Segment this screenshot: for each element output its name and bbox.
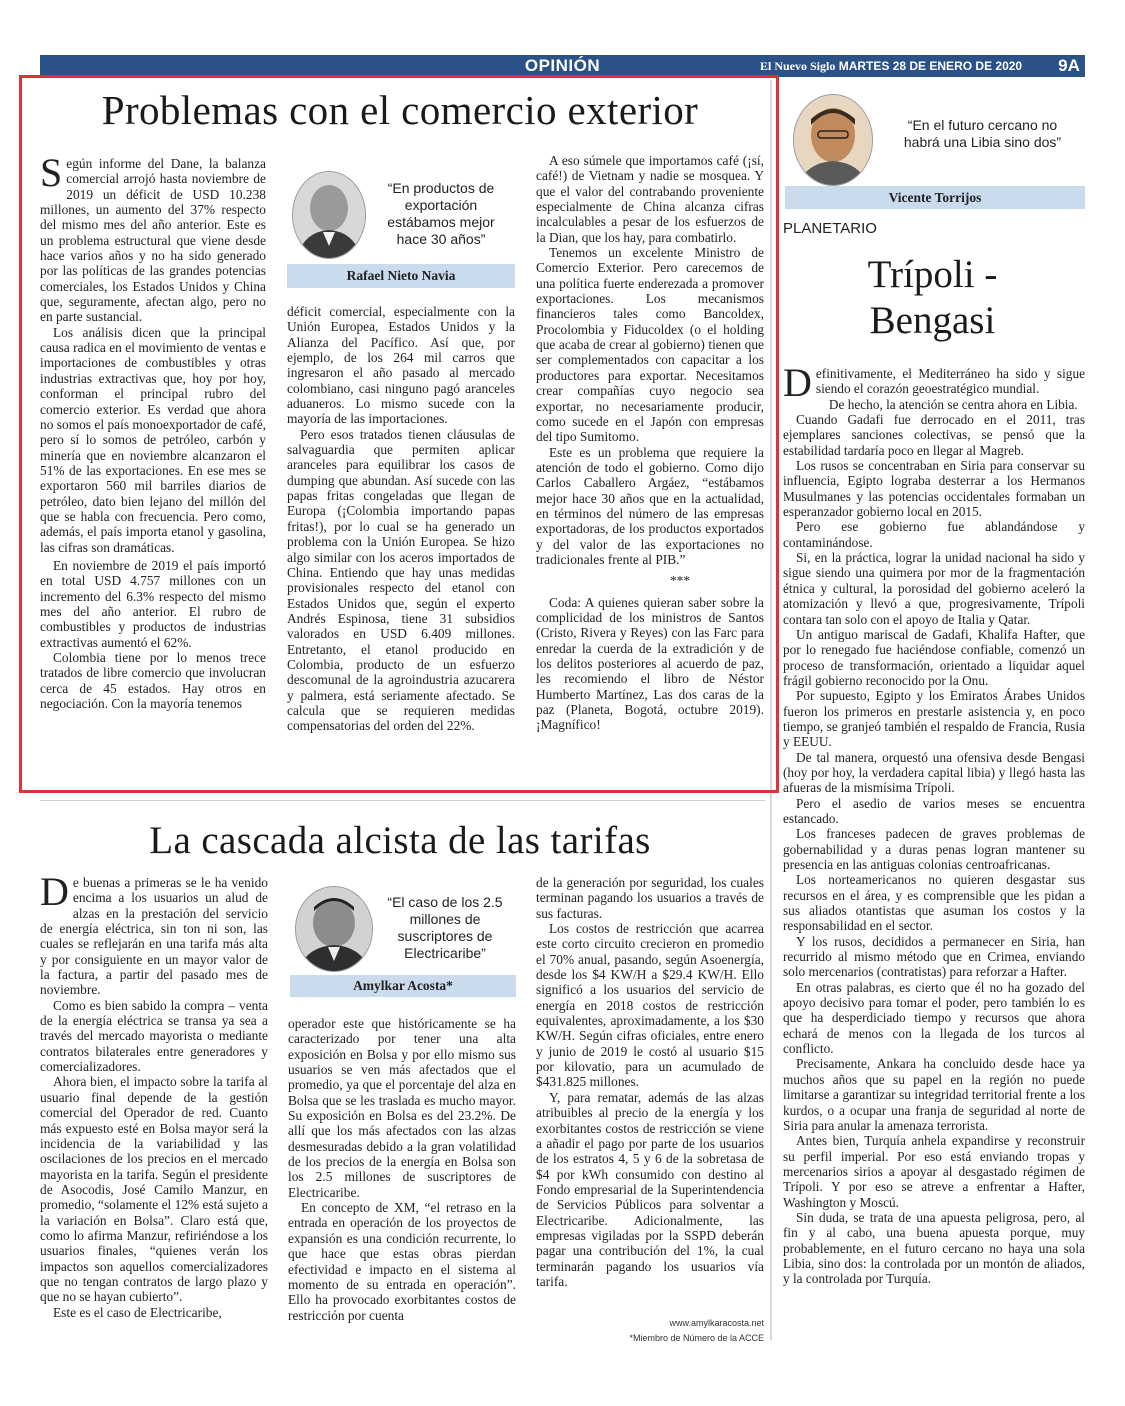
- issue-date: MARTES 28 DE ENERO DE 2020: [838, 59, 1023, 73]
- article-coda: Coda: A quienes quieran saber sobre la complicidad de los ministros de Santos (Cristo, Rivera y Reyes) con las Farc para enredar la cuerda de la extradición y de los delitos posteriores al acuerdo de paz, les recomiendo el libro de Néstor Humberto Martínez, Las dos caras de la paz (Planeta, Bogotá, octubre 2019). ¡Magnífico!: [536, 594, 764, 733]
- article-paragraph: Los norteamericanos no quieren desgastar sus recursos en el área, y es comprensible que les pidan a sus aliados otantistas que asuman los costos y la responsabilidad en el sector.: [783, 872, 1085, 934]
- portrait-image: [794, 95, 872, 185]
- article-paragraph: Pero el asedio de varios meses se encuentra estancado.: [783, 795, 1085, 826]
- page-number: 9A: [1058, 56, 1080, 75]
- author-name: Vicente Torrijos: [785, 186, 1085, 209]
- article-paragraph: Los rusos se concentraban en Siria para conservar su influencia, Egipto lograba desterrar a los Hermanos Musulmanes y las potencias occidentales formaban un esperanzador gobierno local en 2015.: [783, 458, 1085, 520]
- article-column-3: [536, 875, 764, 1289]
- article-headline: La cascada alcista de las tarifas: [149, 819, 651, 862]
- article-headline: [785, 252, 1080, 344]
- article-paragraph: A eso súmele que importamos café (¡sí, café!) de Vietnam y nadie se mosquea. Y que el valor del contrabando proveniente especialmente de China alcanza cifras incalculables a pesar de los esfuerzos de la Dian, que los hay, para combatirlo.: [536, 153, 764, 245]
- article-paragraph: Este es un problema que requiere la atención de todo el gobierno. Como dijo Carlos Caballero Argáez, “estábamos mejor hace 30 años que en la actualidad, en términos del número de las empresas exportadoras, de los productos exportados y del valor de las exportaciones no tradicionales frente al PIB.”: [536, 444, 764, 567]
- article-paragraph: operador este que históricamente se ha caracterizado por tener una alta exposición en Bolsa y por ello mismo sus usuarios se ven más afectados que el promedio, ya que el porcentaje del alza en Bolsa que se les traslada es mucho mayor. Su exposición en Bolsa es del 23.2%. De allí que los más afectados con las alzas desmesuradas debido a la gran volatilidad de los precios de la energía en Bolsa son los 2.5 millones de suscriptores de Electricaribe.: [288, 1016, 516, 1200]
- portrait-image: [296, 887, 372, 971]
- article-divider: [40, 800, 765, 801]
- article-paragraph: Por supuesto, Egipto y los Emiratos Árabes Unidos fueron los primeros en prestarle asistencia y, en poco tiempo, se granjeó también el respaldo de Francia, Rusia y EEUU.: [783, 688, 1085, 750]
- article-paragraph: En otras palabras, es cierto que él no ha gozado del apoyo decisivo para tomar el poder, pero también lo es que ha desperdiciado tiempo y recursos que ahora echará de menos con la llegada de los turcos al conflicto.: [783, 979, 1085, 1057]
- section-separator: ***: [669, 573, 691, 589]
- article-paragraph: Un antiguo mariscal de Gadafi, Khalifa Hafter, que por lo renegado fue haciéndose confiable, comenzó un proceso de transformación, orientado a liquidar aquel frágil gobierno reconocido por la Onu.: [783, 626, 1085, 688]
- author-website: www.amylkaracosta.net: [669, 1318, 764, 1328]
- article-paragraph: déficit comercial, especialmente con la Unión Europea, Estados Unidos y la Alianza del Pacífico. Así que, por ejemplo, de los 264 mil carros que ingresaron el año pasado al mercado colombiano, casi ninguno pagó aranceles aduaneros. Lo mismo sucede con la mayoría de las importaciones.: [287, 304, 515, 427]
- article-paragraph: Ahora bien, el impacto sobre la tarifa al usuario final depende de la gestión comercial del Operador de red. Cuanto más expuesto esté en Bolsa mayor será la incidencia de la variabilidad y las oscilaciones de los precios en el mercado mayorista en la tarifa. Según el presidente de Asocodis, José Camilo Manzur, en promedio, “solamente el 12% está sujeto a la variación en Bolsa”. Claro está que, como lo afirma Manzur, refiriéndose a los usuarios finales, “quienes verán los impactos son aquellos comercializadores que no tengan contratos de largo plazo y que no se hayan cubierto”.: [40, 1074, 268, 1305]
- author-portrait: [793, 94, 873, 186]
- article-paragraph: De buenas a primeras se le ha venido encima a los usuarios un alud de alzas en la prestación del servicio de energía eléctrica, sin ton ni son, las cuales se reflejarán en una tarifa más alta y por consiguiente en un mayor valor de la factura, a partir del pasado mes de noviembre.: [40, 869, 268, 998]
- article-paragraph: Sin duda, se trata de una apuesta peligrosa, pero, al fin y al cabo, una buena apuesta porque, muy probablemente, en el futuro cercano no haya una sola Libia, sino dos: la controlada por un montón de aliados, y la controlada por Turquía.: [783, 1209, 1085, 1287]
- article-paragraph: De tal manera, orquestó una ofensiva desde Bengasi (hoy por hoy, la verdadera capital libia) y llegó hasta las afueras de la mismísima Trípoli.: [783, 749, 1085, 796]
- column-name: PLANETARIO: [783, 220, 877, 237]
- article-paragraph: En concepto de XM, “el retraso en la entrada en operación de los proyectos de expansión es una condición recurrente, lo que hace que estas obras pierdan efectividad e impacto en el sistema al momento de su entrada en operación”. Ello ha provocado exorbitantes costos de restricción por cuenta: [288, 1200, 516, 1323]
- article-paragraph: Antes bien, Turquía anhela expandirse y reconstruir su perfil imperial. Por eso está enviando tropas y mercenarios sirios a apoyar al desgastado régimen de Trípoli. Y por eso se atreve a enfrentar a Hafter, Washington y Moscú.: [783, 1133, 1085, 1210]
- newspaper-name: El Nuevo Siglo: [760, 59, 836, 73]
- article-paragraph: Y los rusos, decididos a permanecer en Siria, han recurrido al mismo método que en Crimea, enviando solo mercenarios (contratistas) para reforzar a Hafter.: [783, 933, 1085, 980]
- article-paragraph: En noviembre de 2019 el país importó en total USD 4.757 millones con un incremento del 6.3% respecto del mismo mes del año anterior. El rubro de combustibles y productos de industrias extractivas aumentó el 62%.: [40, 557, 266, 650]
- article-paragraph: Cuando Gadafi fue derrocado en el 2011, tras ejemplares sanciones colectivas, se pensó que la estabilidad tardaría poco en llegar al Magreb.: [783, 412, 1085, 458]
- author-footnote: *Miembro de Número de la ACCE: [629, 1333, 764, 1343]
- drop-cap: D: [783, 360, 812, 405]
- headline-line-1: Trípoli -: [867, 253, 998, 296]
- pull-quote: “El caso de los 2.5 millones de suscriptores de Electricaribe”: [387, 894, 503, 961]
- pull-quote-box: [290, 880, 516, 1000]
- pull-quote-box: [785, 92, 1085, 210]
- article-body: [783, 360, 1085, 1287]
- pull-quote: “En productos de exportación estábamos mejor hace 30 años”: [387, 180, 495, 247]
- article-paragraph: Colombia tiene por lo menos trece tratados de libre comercio que involucran cerca de 45 estados. Hay otros en negociación. Con la mayoría tenemos: [40, 650, 266, 712]
- article-paragraph: Tenemos un excelente Ministro de Comercio Exterior. Pero carecemos de una política fuerte enderezada a promover exportaciones. Los mecanismos financieros tales como Bancoldex, Procolombia y Fiducoldex (o el holding que acaba de crear al gobierno) tienen que ser complementados con capacitar a los productores para exportar. Necesitamos crear compañías cuyo negocio sea exportar, no necesariamente producir, como sucede en el Japón con empresas del tipo Sumitomo.: [536, 245, 764, 445]
- author-portrait: [295, 886, 373, 972]
- headline-line-2: Bengasi: [869, 299, 996, 342]
- highlight-frame: [19, 75, 779, 793]
- article-paragraph: Pero esos tratados tienen cláusulas de salvaguardia que permiten aplicar aranceles para equilibrar los casos de dumping que abundan. Así sucede con las papas fritas congeladas que llegan de Europa (¡Colombia importando papas fritas!), por lo cual se ha generado un problema con la Unión Europea. Se hizo algo similar con los aceros importados de China. Entiendo que hay unas medidas provisionales respecto del etanol con Estados Unidos que, según el experto Andrés Espinosa, tiene 31 subsidios valorados en USD 6.409 millones. Entretanto, el etanol producido en Colombia, producto de un esfuerzo descomunal de la agroindustria azucarera y palmera, está seriamente afectado. Se calcula que se requieren medidas compensatorias del orden del 22%.: [287, 426, 515, 734]
- article-headline: Problemas con el comercio exterior: [101, 87, 699, 133]
- drop-cap: D: [40, 869, 69, 914]
- article-paragraph: Los costos de restricción que acarrea este corto circuito crecieron en promedio el 70% anual, pasando, según Asoenergía, desde los $4 KW/H a $29.4 KW/H. Ello significó a los usuarios del servicio de energía en 2018 costos de restricción equivalentes, aproximadamente, a los $30 KW/H. Según cifras oficiales, entre enero y junio de 2019 le costó al usuario $15 por kilovatio, para un acumulado de $431.825 millones.: [536, 921, 764, 1090]
- drop-cap: S: [40, 150, 63, 195]
- author-name: Rafael Nieto Navia: [287, 264, 515, 288]
- pull-quote: “En el futuro cercano no habrá una Libia sino dos”: [903, 117, 1062, 150]
- author-name: Amylkar Acosta*: [290, 975, 516, 997]
- article-paragraph: Precisamente, Ankara ha concluido desde hace ya muchos años que su papel en la región no puede limitarse a garantizar su integridad territorial frente a los kurdos, o a ocupar una franja de seguridad al norte de Siria para anular la amenaza terrorista.: [783, 1056, 1085, 1133]
- article-paragraph: Como es bien sabido la compra – venta de la energía eléctrica se transa ya sea a través del mercado mayorista o mediante contratos bilaterales entre generadores y comercializadores.: [40, 997, 268, 1075]
- article-paragraph: Según informe del Dane, la balanza comercial arrojó hasta noviembre de 2019 un déficit de USD 10.238 millones, un aumento del 37% respecto del mismo mes del año anterior. Este es un problema estructural que viene desde hace varios años y no ha sido generado por las políticas de las grandes potencias comerciales, los Estados Unidos y China que, seguramente, afectan algo, pero no en parte sustancial.: [40, 150, 266, 325]
- article-paragraph: De hecho, la atención se centra ahora en Libia.: [828, 396, 1078, 412]
- article-paragraph: Este es el caso de Electricaribe,: [53, 1304, 222, 1320]
- article-column-1: [40, 869, 268, 1320]
- header-dateline: [760, 55, 1022, 77]
- article-column-2: [288, 1016, 516, 1323]
- article-paragraph: Pero ese gobierno fue ablandándose y contaminándose.: [783, 519, 1085, 550]
- article-paragraph: Definitivamente, el Mediterráneo ha sido y sigue siendo el corazón geoestratégico mundial.: [783, 360, 1085, 405]
- article-paragraph: Los análisis dicen que la principal causa radica en el movimiento de ventas e importaciones de combustibles y otras industrias extractivas que, hoy por hoy, conforman el principal rubro del comercio exterior. Es verdad que ahora no somos el país monoexportador de café, pero sí lo somos de petróleo, carbón y minería que en noviembre alcanzaron el 51% de las exportaciones. En ese mes se exportaron 560 mil barriles diarios de petróleo, dato bien lejano del millón del que se habla con frecuencia. Pero como, además, el país importa etanol y gasolina, las cifras son dramáticas.: [40, 324, 266, 555]
- article-paragraph: de la generación por seguridad, los cuales terminan pagando los usuarios a través de sus facturas.: [536, 875, 764, 921]
- section-label: OPINIÓN: [524, 56, 601, 75]
- article-paragraph: Los franceses padecen de graves problemas de gobernabilidad y a duras penas logran mantener su presencia en las antiguas colonias centroafricanas.: [783, 826, 1085, 872]
- article-paragraph: Y, para rematar, además de las alzas atribuibles al precio de la energía y los exorbitantes costos de restricción se viene a añadir el pago por parte de los usuarios de los estratos 4, 5 y 6 de la sobretasa de $4 por kWh consumido con destino al Fondo empresarial de la Superintendencia de Servicios Públicos para solventar a Electricaribe. Adicionalmente, las empresas vigiladas por la SSPD deberán pagar una contribución del 1%, la cual terminarán pagando los usuarios vía tarifa.: [536, 1089, 764, 1289]
- article-paragraph: Si, en la práctica, lograr la unidad nacional ha sido y sigue siendo una quimera por mor de la fragmentación étnica y cultural, la porosidad del gobierno aceleró la atomización y llevó a que, progresivamente, Trípoli contara tan solo con el apoyo de Italia y Qatar.: [783, 550, 1085, 627]
